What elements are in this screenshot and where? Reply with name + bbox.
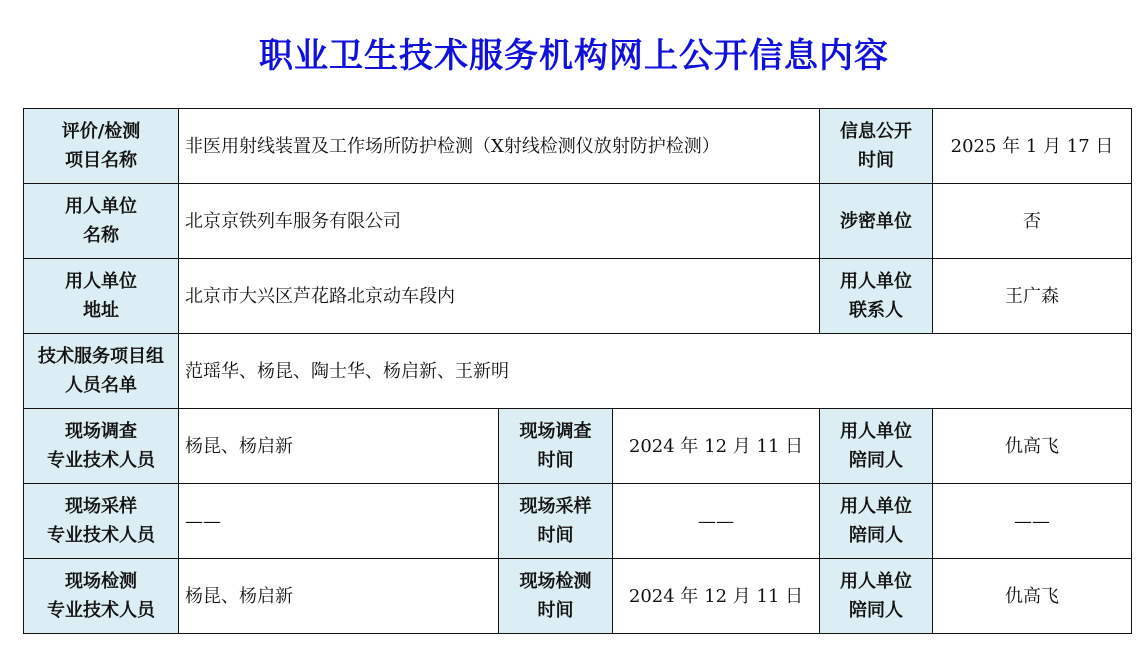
survey-staff-label: 现场调查 专业技术人员 <box>24 409 179 484</box>
testing-escort-label: 用人单位 陪同人 <box>820 559 933 634</box>
publish-date-label: 信息公开 时间 <box>820 109 933 184</box>
survey-staff-value: 杨昆、杨启新 <box>179 409 499 484</box>
project-name-label: 评价/检测 项目名称 <box>24 109 179 184</box>
publish-date-value: 2025 年 1 月 17 日 <box>933 109 1132 184</box>
employer-address-label: 用人单位 地址 <box>24 259 179 334</box>
employer-contact-value: 王广森 <box>933 259 1132 334</box>
employer-name-value: 北京京铁列车服务有限公司 <box>179 184 820 259</box>
sampling-escort-value: —— <box>933 484 1132 559</box>
disclosure-table <box>23 108 1132 634</box>
table-row-team <box>24 334 1132 409</box>
classified-unit-value: 否 <box>933 184 1132 259</box>
survey-time-value: 2024 年 12 月 11 日 <box>613 409 820 484</box>
testing-time-value: 2024 年 12 月 11 日 <box>613 559 820 634</box>
sampling-staff-label: 现场采样 专业技术人员 <box>24 484 179 559</box>
employer-address-value: 北京市大兴区芦花路北京动车段内 <box>179 259 820 334</box>
sampling-staff-value: —— <box>179 484 499 559</box>
testing-time-label: 现场检测 时间 <box>499 559 613 634</box>
employer-contact-label: 用人单位 联系人 <box>820 259 933 334</box>
table-row-project <box>24 109 1132 184</box>
testing-staff-label: 现场检测 专业技术人员 <box>24 559 179 634</box>
table-row-sampling <box>24 484 1132 559</box>
team-members-value: 范瑶华、杨昆、陶士华、杨启新、王新明 <box>179 334 1132 409</box>
survey-time-label: 现场调查 时间 <box>499 409 613 484</box>
survey-escort-value: 仇高飞 <box>933 409 1132 484</box>
testing-staff-value: 杨昆、杨启新 <box>179 559 499 634</box>
team-members-label: 技术服务项目组 人员名单 <box>24 334 179 409</box>
table-row-address <box>24 259 1132 334</box>
project-name-value: 非医用射线装置及工作场所防护检测（X射线检测仪放射防护检测） <box>179 109 820 184</box>
sampling-time-value: —— <box>613 484 820 559</box>
sampling-escort-label: 用人单位 陪同人 <box>820 484 933 559</box>
table-row-testing <box>24 559 1132 634</box>
classified-unit-label: 涉密单位 <box>820 184 933 259</box>
table-row-survey <box>24 409 1132 484</box>
testing-escort-value: 仇高飞 <box>933 559 1132 634</box>
survey-escort-label: 用人单位 陪同人 <box>820 409 933 484</box>
page-title: 职业卫生技术服务机构网上公开信息内容 <box>259 36 889 76</box>
employer-name-label: 用人单位 名称 <box>24 184 179 259</box>
sampling-time-label: 现场采样 时间 <box>499 484 613 559</box>
table-row-employer <box>24 184 1132 259</box>
